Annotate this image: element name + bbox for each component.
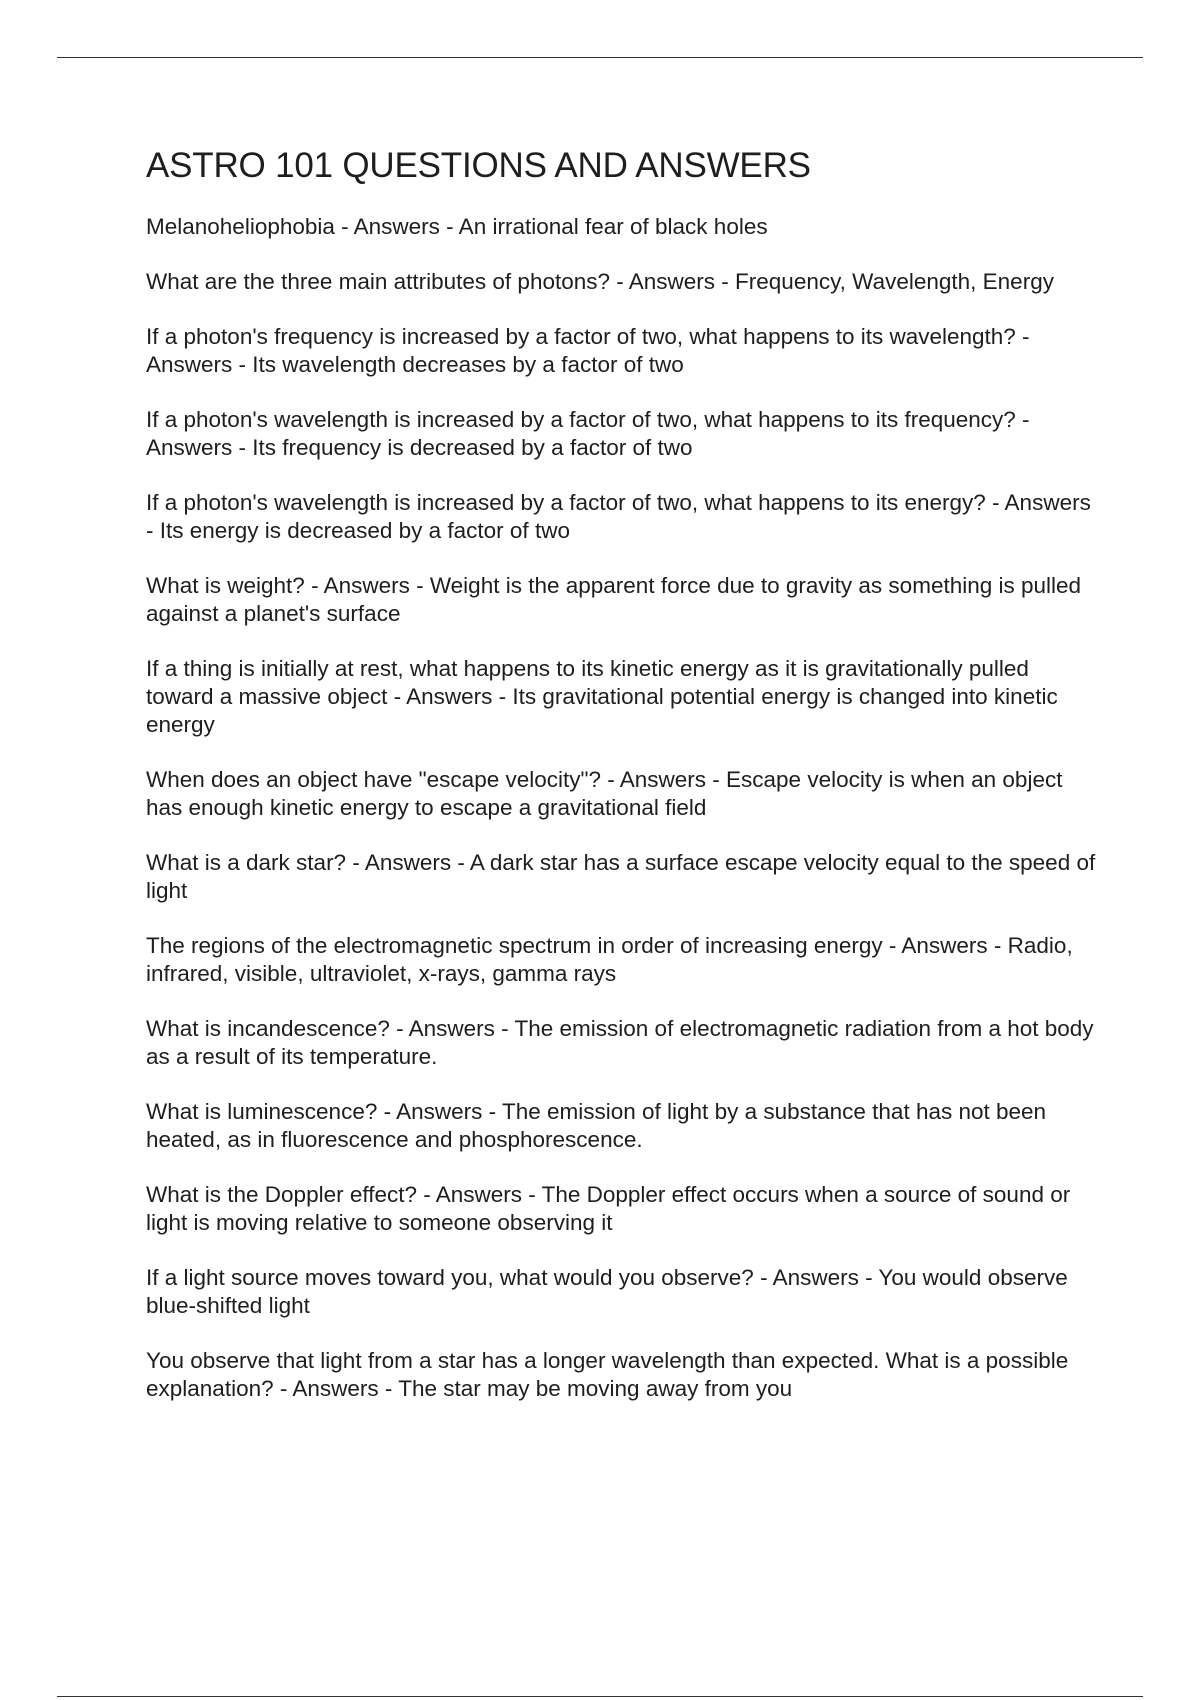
qa-entry: What are the three main attributes of photons? - Answers - Frequency, Wavelength, Energy <box>146 269 1054 294</box>
qa-entry: You observe that light from a star has a longer wavelength than expected. What is a possible explanation? - Answers - The star may be moving away from you <box>146 1348 1069 1401</box>
document-title: ASTRO 101 QUESTIONS AND ANSWERS <box>146 146 811 185</box>
qa-entry: What is luminescence? - Answers - The emission of light by a substance that has not been heated, as in fluorescence and phosphorescence. <box>146 1099 1047 1152</box>
top-divider <box>57 57 1143 58</box>
qa-entry: Melanoheliophobia - Answers - An irrational fear of black holes <box>146 214 768 239</box>
qa-entry: The regions of the electromagnetic spectrum in order of increasing energy - Answers - Radio, infrared, visible, ultraviolet, x-rays, gamma rays <box>146 933 1073 986</box>
qa-entry: What is the Doppler effect? - Answers - The Doppler effect occurs when a source of sound or light is moving relative to someone observing it <box>146 1182 1071 1235</box>
qa-entry: If a photon's wavelength is increased by a factor of two, what happens to its frequency? - Answers - Its frequency is decreased by a factor of two <box>146 407 1030 460</box>
qa-entry: If a light source moves toward you, what would you observe? - Answers - You would observe blue-shifted light <box>146 1265 1068 1318</box>
qa-entry: If a photon's frequency is increased by a factor of two, what happens to its wavelength? - Answers - Its wavelength decreases by a factor of two <box>146 324 1030 377</box>
qa-entry: What is weight? - Answers - Weight is the apparent force due to gravity as something is pulled against a planet's surface <box>146 573 1082 626</box>
qa-entry: When does an object have "escape velocity"? - Answers - Escape velocity is when an object has enough kinetic energy to escape a gravitational field <box>146 767 1063 820</box>
qa-entry: If a photon's wavelength is increased by a factor of two, what happens to its energy? - Answers - Its energy is decreased by a factor of two <box>146 490 1091 543</box>
document-body <box>146 140 1096 1430</box>
bottom-divider <box>57 1696 1143 1697</box>
qa-entry: If a thing is initially at rest, what happens to its kinetic energy as it is gravitationally pulled toward a massive object - Answers - Its gravitational potential energy is changed into kinetic energy <box>146 656 1058 737</box>
qa-entry: What is a dark star? - Answers - A dark star has a surface escape velocity equal to the speed of light <box>146 850 1096 903</box>
qa-entry: What is incandescence? - Answers - The emission of electromagnetic radiation from a hot body as a result of its temperature. <box>146 1016 1094 1069</box>
qa-list <box>146 213 1096 1403</box>
